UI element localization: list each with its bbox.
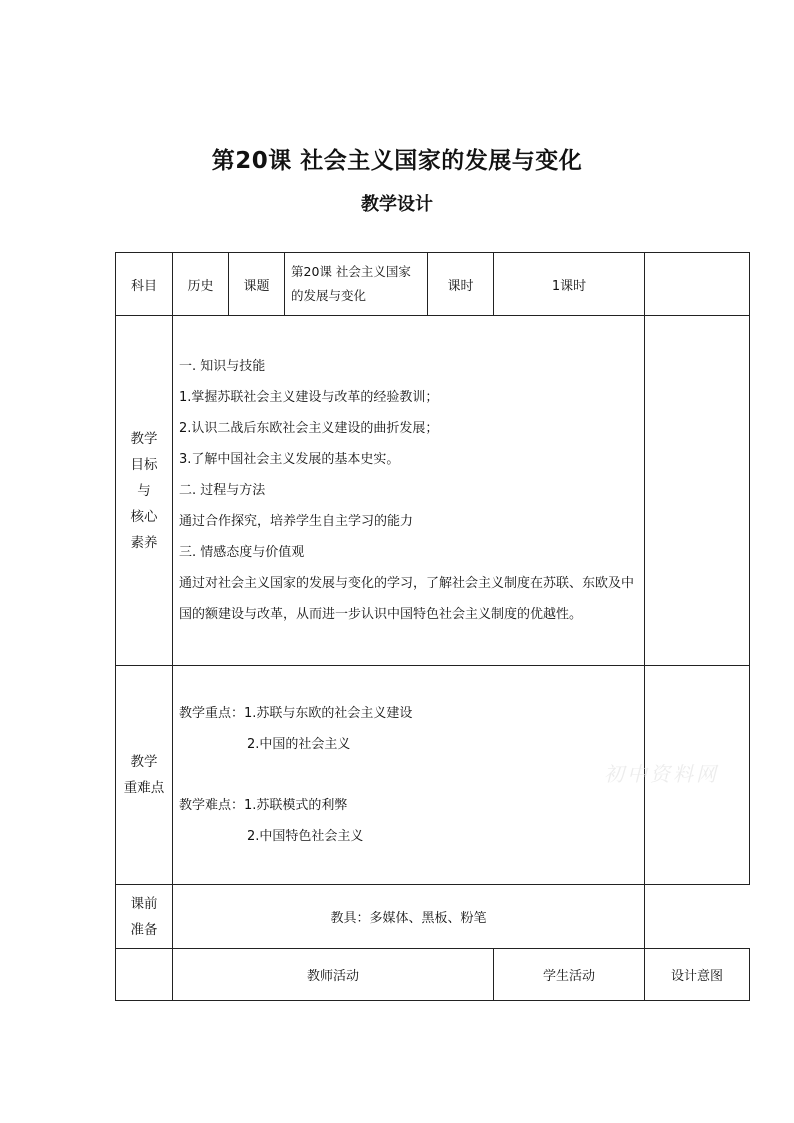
objective-heading-attitude: 三. 情感态度与价值观	[179, 545, 305, 560]
objective-heading-process: 二. 过程与方法	[179, 483, 266, 498]
objectives-row	[116, 316, 750, 666]
teacher-activity-header: 教师活动	[173, 949, 494, 1001]
lesson-plan-table	[115, 252, 750, 1001]
topic-label: 课题	[229, 253, 285, 316]
header-row	[116, 253, 750, 316]
preparation-label: 课前 准备	[116, 885, 173, 949]
subject-label: 科目	[116, 253, 173, 316]
difficulty-line	[179, 790, 638, 821]
objectives-label: 教学 目标 与 核心 素养	[116, 316, 173, 666]
focus-line	[179, 698, 638, 729]
activities-empty-cell	[116, 949, 173, 1001]
objective-line: 3.了解中国社会主义发展的基本史实。	[179, 452, 400, 467]
difficulty-item: 2.中国特色社会主义	[247, 829, 364, 844]
difficulty-prefix: 教学难点：	[179, 798, 245, 813]
objective-line: 通过对社会主义国家的发展与变化的学习，了解社会主义制度在苏联、东欧及中国的额建设与改革，从而进一步认识中国特色社会主义制度的优越性。	[179, 576, 635, 622]
watermark: 初中资料网	[604, 762, 719, 786]
subject-value: 历史	[173, 253, 229, 316]
page-subtitle: 教学设计	[361, 194, 433, 215]
focus-prefix: 教学重点：	[179, 706, 245, 721]
objectives-content	[173, 316, 645, 666]
key-points-label: 教学 重难点	[116, 666, 173, 885]
header-empty-cell	[645, 253, 750, 316]
difficulty-item: 1.苏联模式的利弊	[244, 798, 348, 813]
period-value: 1课时	[494, 253, 645, 316]
preparation-row	[116, 885, 750, 949]
objective-line: 通过合作探究，培养学生自主学习的能力	[179, 514, 414, 529]
activities-header-row	[116, 949, 750, 1001]
focus-item: 1.苏联与东欧的社会主义建设	[244, 706, 413, 721]
key-points-content	[173, 666, 645, 885]
focus-item: 2.中国的社会主义	[247, 737, 351, 752]
objective-line: 2.认识二战后东欧社会主义建设的曲折发展；	[179, 421, 439, 436]
objective-line: 1.掌握苏联社会主义建设与改革的经验教训；	[179, 390, 439, 405]
topic-value: 第20课 社会主义国家的发展与变化	[285, 253, 428, 316]
student-activity-header: 学生活动	[494, 949, 645, 1001]
period-label: 课时	[428, 253, 494, 316]
objective-heading-knowledge: 一. 知识与技能	[179, 359, 266, 374]
objectives-empty-cell	[645, 316, 750, 666]
preparation-content: 教具：多媒体、黑板、粉笔	[173, 885, 645, 949]
design-intent-header: 设计意图	[645, 949, 750, 1001]
page-title: 第20课 社会主义国家的发展与变化	[211, 148, 583, 174]
